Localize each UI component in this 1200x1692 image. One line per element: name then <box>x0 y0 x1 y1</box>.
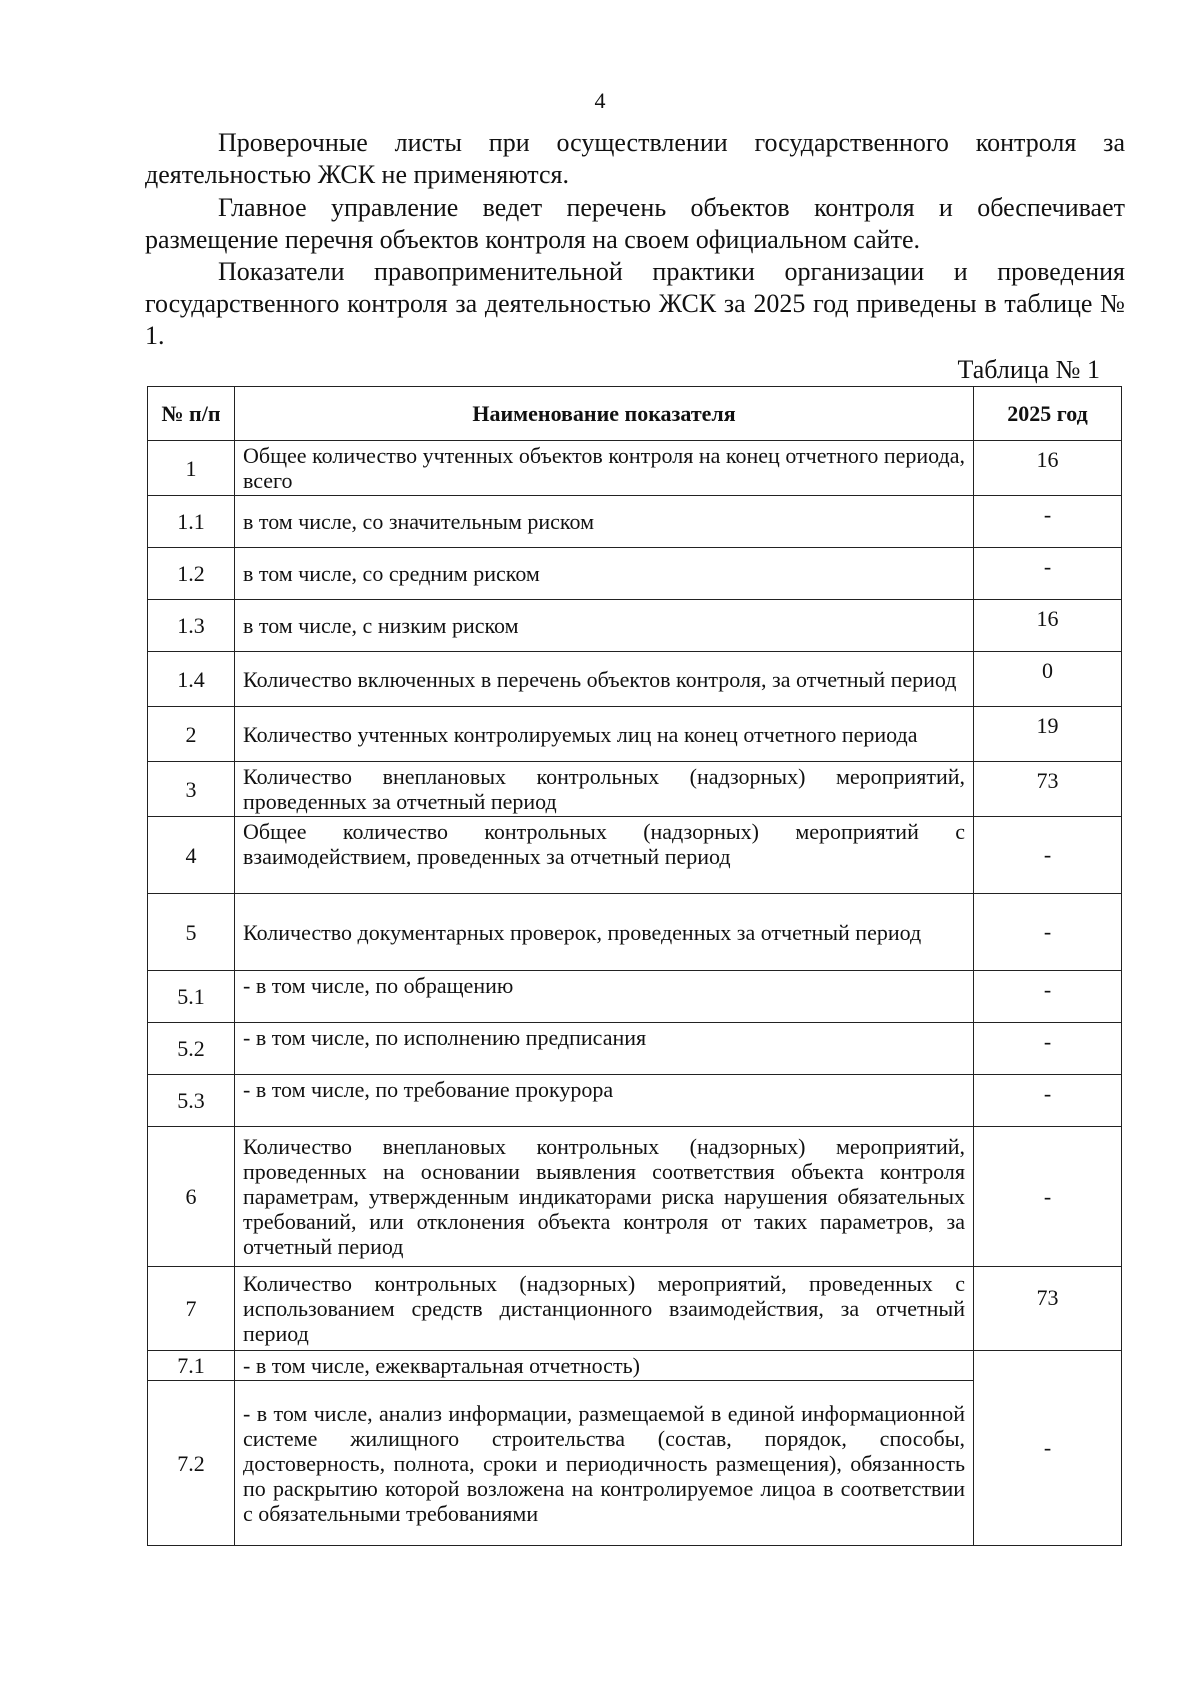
table-row <box>148 707 1122 762</box>
row-value: 16 <box>974 600 1122 652</box>
table-row <box>148 762 1122 817</box>
header-name: Наименование показателя <box>235 387 974 441</box>
row-num: 7 <box>148 1267 235 1351</box>
table-row <box>148 441 1122 496</box>
row-name: - в том числе, по требование прокурора <box>235 1075 974 1127</box>
row-name: Количество контрольных (надзорных) мероприятий, проведенных с использованием средств дистанционного взаимодействия, за отчетный период <box>235 1267 974 1351</box>
row-num: 7.1 <box>148 1351 235 1381</box>
row-num: 3 <box>148 762 235 817</box>
row-name: Общее количество учтенных объектов контроля на конец отчетного периода, всего <box>235 441 974 496</box>
row-value: - <box>974 894 1122 971</box>
row-num: 7.2 <box>148 1381 235 1546</box>
row-value: 16 <box>974 441 1122 496</box>
paragraph-objects-list: Главное управление ведет перечень объектов контроля и обеспечивает размещение перечня объектов контроля на своем официальном сайте. <box>145 193 1125 254</box>
row-num: 1.1 <box>148 496 235 548</box>
page-number: 4 <box>594 88 606 113</box>
row-num: 4 <box>148 817 235 894</box>
table-row <box>148 1267 1122 1351</box>
paragraph-indicators-intro: Показатели правоприменительной практики организации и проведения государственного контроля за деятельностью ЖСК за 2025 год приведены в таблице № 1. <box>145 257 1125 350</box>
row-value: - <box>974 1351 1122 1546</box>
table-header-row <box>148 387 1122 441</box>
row-name: Количество документарных проверок, проведенных за отчетный период <box>235 894 974 971</box>
row-num: 5.1 <box>148 971 235 1023</box>
row-num: 5 <box>148 894 235 971</box>
row-name: Количество внеплановых контрольных (надзорных) мероприятий, проведенных за отчетный период <box>235 762 974 817</box>
paragraph-checklists: Проверочные листы при осуществлении государственного контроля за деятельностью ЖСК не применяются. <box>145 128 1125 189</box>
row-value: 73 <box>974 762 1122 817</box>
row-num: 6 <box>148 1127 235 1267</box>
row-value: - <box>974 817 1122 894</box>
row-name: в том числе, со значительным риском <box>235 496 974 548</box>
row-name: - в том числе, по обращению <box>235 971 974 1023</box>
row-value: 19 <box>974 707 1122 762</box>
table-row <box>148 1127 1122 1267</box>
row-name: в том числе, с низким риском <box>235 600 974 652</box>
row-name: - в том числе, анализ информации, размещаемой в единой информационной системе жилищного строительства (состав, порядок, способы, достоверность, полнота, сроки и периодичность размещения), обязанность по раскрытию которой возложена на контролируемое лицоа в соответствии с обязательными требованиями <box>235 1381 974 1546</box>
row-value: - <box>974 1127 1122 1267</box>
table-row <box>148 1351 1122 1381</box>
table-row <box>148 971 1122 1023</box>
header-year: 2025 год <box>974 387 1122 441</box>
row-name: в том числе, со средним риском <box>235 548 974 600</box>
row-value: - <box>974 971 1122 1023</box>
table-row <box>148 652 1122 707</box>
indicators-table <box>147 386 1122 1546</box>
row-name: Общее количество контрольных (надзорных) мероприятий с взаимодействием, проведенных за отчетный период <box>235 817 974 894</box>
row-value: - <box>974 548 1122 600</box>
row-value: - <box>974 1075 1122 1127</box>
header-num: № п/п <box>148 387 235 441</box>
table-row <box>148 496 1122 548</box>
table-row <box>148 817 1122 894</box>
table-row <box>148 600 1122 652</box>
table-row <box>148 1023 1122 1075</box>
row-value: - <box>974 1023 1122 1075</box>
row-num: 1.4 <box>148 652 235 707</box>
row-name: - в том числе, по исполнению предписания <box>235 1023 974 1075</box>
row-num: 1 <box>148 441 235 496</box>
row-num: 5.2 <box>148 1023 235 1075</box>
row-num: 1.2 <box>148 548 235 600</box>
row-num: 2 <box>148 707 235 762</box>
row-value: 73 <box>974 1267 1122 1351</box>
row-value: 0 <box>974 652 1122 707</box>
table-caption: Таблица № 1 <box>957 355 1100 384</box>
row-num: 5.3 <box>148 1075 235 1127</box>
row-name: - в том числе, ежеквартальная отчетность) <box>235 1351 974 1381</box>
row-name: Количество включенных в перечень объектов контроля, за отчетный период <box>235 652 974 707</box>
row-name: Количество учтенных контролируемых лиц на конец отчетного периода <box>235 707 974 762</box>
row-num: 1.3 <box>148 600 235 652</box>
table-row <box>148 548 1122 600</box>
row-name: Количество внеплановых контрольных (надзорных) мероприятий, проведенных на основании выявления соответствия объекта контроля параметрам, утвержденным индикаторами риска нарушения обязательных требований, или отклонения объекта контроля от таких параметров, за отчетный период <box>235 1127 974 1267</box>
table-row <box>148 894 1122 971</box>
table-row <box>148 1075 1122 1127</box>
row-value: - <box>974 496 1122 548</box>
